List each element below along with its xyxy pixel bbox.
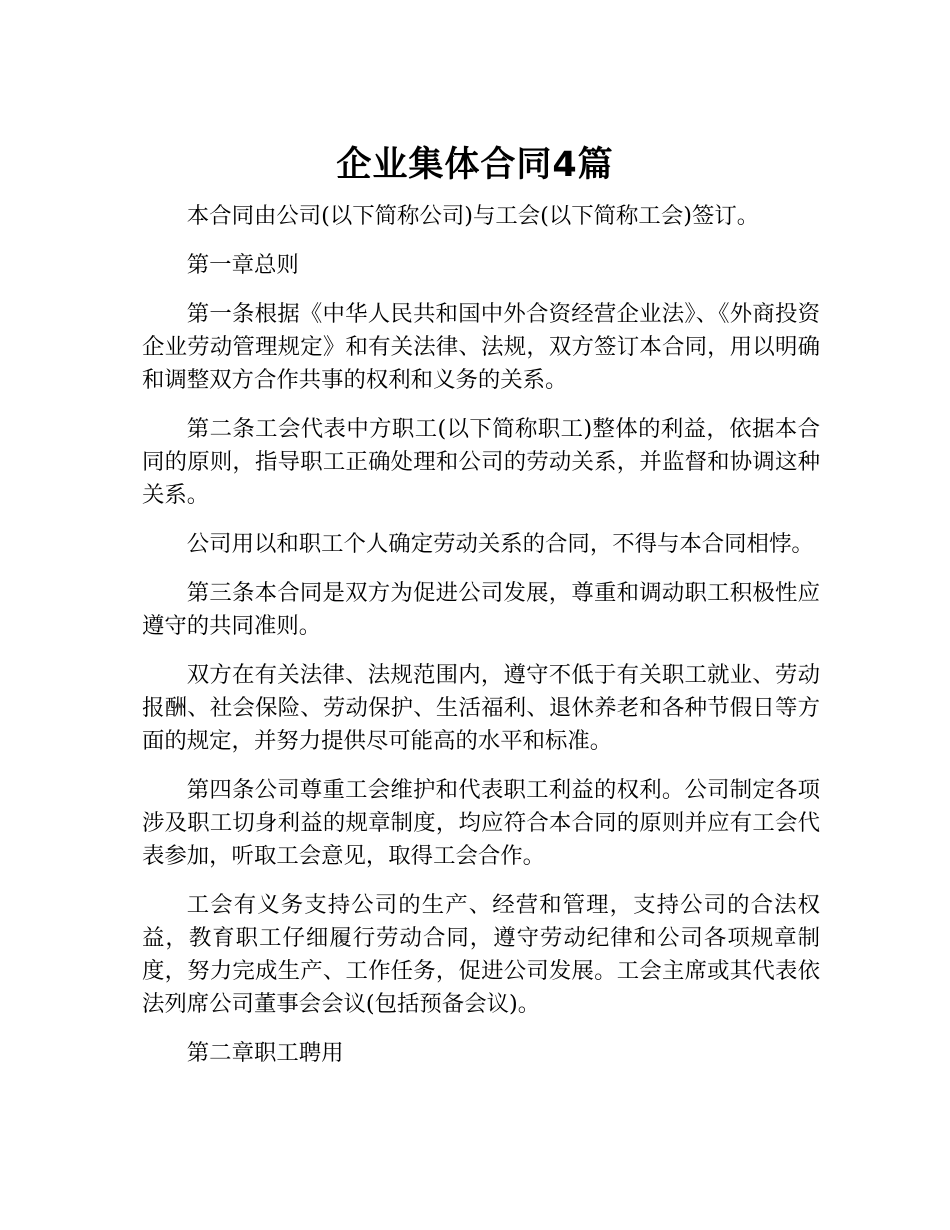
paragraph: 第三条本合同是双方为促进公司发展，尊重和调动职工积极性应遵守的共同准则。 <box>142 580 820 639</box>
paragraph: 本合同由公司(以下简称公司)与工会(以下简称工会)签订。 <box>186 203 760 229</box>
paragraph: 第四条公司尊重工会维护和代表职工利益的权利。公司制定各项涉及职工切身利益的规章制度，均应符合本合同的原则并应有工会代表参加，听取工会意见，取得工会合作。 <box>142 777 820 869</box>
document-title: 企业集体合同4篇 <box>336 145 614 186</box>
paragraph: 公司用以和职工个人确定劳动关系的合同，不得与本合同相悖。 <box>186 531 814 557</box>
document-body <box>142 200 820 1086</box>
chapter-heading: 第一章总则 <box>186 252 299 278</box>
paragraph: 工会有义务支持公司的生产、经营和管理，支持公司的合法权益，教育职工仔细履行劳动合同，遵守劳动纪律和公司各项规章制度，努力完成生产、工作任务，促进公司发展。工会主席或其代表依法列席公司董事会会议(包括预备会议)。 <box>142 892 820 1017</box>
paragraph: 双方在有关法律、法规范围内，遵守不低于有关职工就业、劳动报酬、社会保险、劳动保护、生活福利、退休养老和各种节假日等方面的规定，并努力提供尽可能高的水平和标准。 <box>142 662 820 754</box>
paragraph: 第二条工会代表中方职工(以下简称职工)整体的利益，依据本合同的原则，指导职工正确处理和公司的劳动关系，并监督和协调这种关系。 <box>142 416 820 508</box>
paragraph: 第一条根据《中华人民共和国中外合资经营企业法》、《外商投资企业劳动管理规定》和有关法律、法规，双方签订本合同，用以明确和调整双方合作共事的权利和义务的关系。 <box>142 301 820 393</box>
chapter-heading: 第二章职工聘用 <box>186 1040 344 1066</box>
